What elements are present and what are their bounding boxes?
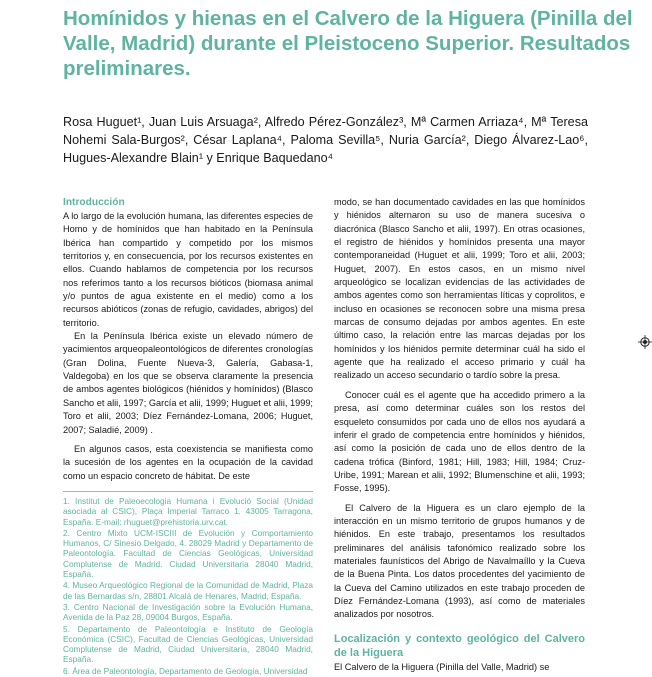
section-heading-introduccion: Introducción — [63, 197, 125, 208]
footnote: 2. Centro Mixto UCM-ISCIII de Evolución y Comportamiento Humanos, C/ Sinesio Delgado, 4. 28029 Madrid y Departamento de Paleontología. Facultad de Ciencias Geológicas, Universidad Complutense de Madrid. Ciudad Universitaria 28040 Madrid, España. — [63, 527, 313, 580]
intro-paragraph-6: El Calvero de la Higuera es un claro ejemplo de la interacción en un mismo territorio de grupos humanos y de hiénidos. En este trabajo, presentamos los resultados preliminares del análisis tafonómico realizado sobre los materiales faunísticos del Abrigo de Navalmaíllo y la Cueva de la Buena Pinta. Los datos procedentes del yacimiento de la Cueva del Camino utilizados en este trabajo proceden de Díez Fernández-Lomana (1993), así como de materiales analizados por nosotros. — [334, 502, 585, 620]
author-list: Rosa Huguet¹, Juan Luis Arsuaga², Alfredo Pérez-González³, Mª Carmen Arriaza⁴, Mª Teresa Nohemi Sala-Burgos², César Laplana⁴, Paloma Sevilla⁵, Nuria García², Diego Álvarez-Lao⁶, Hugues-Alexandre Blain¹ y Enrique Baquedano⁴ — [63, 115, 588, 165]
footnote: 5. Departamento de Paleontología e Instituto de Geología Económica (CSIC), Facultad de Ciencias Geológicas, Universidad Complutense de Madrid, Ciudad Universitaria, 28040 Madrid, España. — [63, 623, 313, 665]
intro-paragraph-3: En algunos casos, esta coexistencia se manifiesta como la sucesión de los agentes en la ocupación de la cavidad como un espacio concreto de hábitat. De este — [63, 443, 313, 481]
section2-paragraph-1: El Calvero de la Higuera (Pinilla del Valle, Madrid) se — [334, 661, 550, 672]
left-column — [63, 196, 313, 483]
intro-paragraph-5: Conocer cuál es el agente que ha accedido primero a la presa, así como determinar cuáles son los restos del esqueleto consumidos por cada uno de ellos nos ayudará a inferir el grado de competencia entre homínidos y hiénidos, así como la posición de cada uno de ellos dentro de la cadena trófica (Binford, 1981; Hill, 1983; Hill, 1984; Cruz-Uribe, 1991; Marean et alii, 1992; Blumenschine et alii, 1993; Fosse, 1995). — [334, 389, 585, 494]
section-heading-localizacion: Localización y contexto geológico del Calvero de la Higuera — [334, 632, 585, 659]
footnote: 4. Museo Arqueológico Regional de la Comunidad de Madrid, Plaza de las Bernardas s/n, 28801 Alcalá de Henares, Madrid, España. — [63, 580, 313, 601]
intro-paragraph-4: modo, se han documentado cavidades en las que homínidos y hiénidos alternaron su uso de manera sucesiva o diacrónica (Blasco Sancho et alii, 1997). En otras ocasiones, el registro de hiénidos y homínidos presenta una mayor contemporaneidad (Huguet et alii, 1999; Toro et alii, 2003; Huguet, 2007). En estos casos, en un mismo nivel arqueológico se localizan evidencias de las actividades de ambos agentes como son herramientas líticas y coprolitos, e incluso en ocasiones se reconocen sobre una misma presa marcas de consumo dejadas por ambos agentes. En este último caso, la relación entre las marcas dejadas por los homínidos y los hiénidos permite determinar cuál ha sido el agente que ha realizado el acceso primario y cuál ha realizado un acceso secundario o tardío sobre la presa. — [334, 197, 585, 381]
intro-paragraph-2: En la Península Ibérica existe un elevado número de yacimientos arqueopaleontológicos de diferentes cronologías (Gran Dolina, Fuente Nueva-3, Galería, Gabasa-1, Valdegoba) en los que se observa claramente la presencia de ambos agentes biológicos (hiénidos y homínidos) (Blasco Sancho et alii, 1997; García et alii, 1999; Huguet et alii, 1999; Toro et alii, 2003; Díez Fernández-Lomana, 2006; Huguet, 2007; Saladié, 2009) . — [63, 331, 313, 435]
right-column — [334, 196, 585, 674]
paper-title: Homínidos y hienas en el Calvero de la Higuera (Pinilla del Valle, Madrid) durante el Pleistoceno Superior. Resultados preliminares. — [63, 7, 633, 80]
intro-paragraph-1: A lo largo de la evolución humana, las diferentes especies de Homo y de homínidos que han habitado en la Península Ibérica han compartido y competido por los mismos territorios y, en consecuencia, por los recursos existentes en ellos. Cuando hablamos de competencia por los recursos nos referimos tanto a los recursos bióticos (biomasa animal y/o puntos de agua existente en el medio) como a los recursos abióticos (zonas de refugio, cavidades, abrigos) del territorio. — [63, 211, 313, 328]
footnote: 6. Área de Paleontología, Departamento de Geología, Universidad — [63, 665, 308, 676]
affiliation-footnotes — [63, 491, 313, 677]
footnote: 1. Institut de Paleoecologia Humana i Evolució Social (Unidad asociada al CSIC), Plaça Imperial Tarraco 1. 43005 Tarragona, España. E-mail: rhuguet@prehistoria.urv.cat. — [63, 496, 313, 527]
footnote: 3. Centro Nacional de Investigación sobre la Evolución Humana, Avenida de la Paz 28, 09004 Burgos, España. — [63, 601, 313, 623]
registration-mark-icon — [638, 335, 652, 349]
